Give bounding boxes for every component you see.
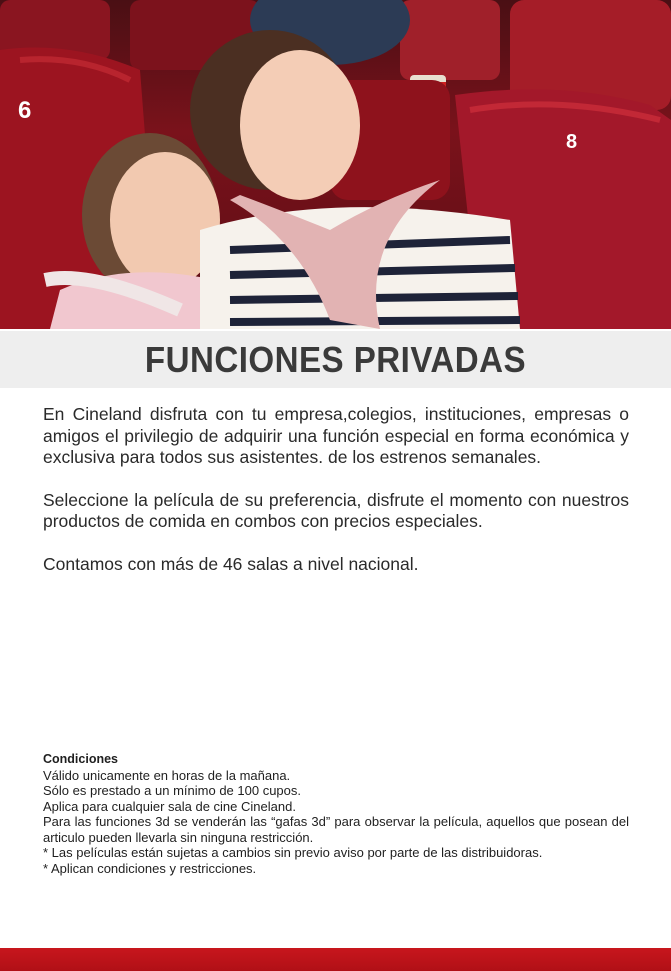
condition-line: * Las películas están sujetas a cambios sin previo aviso por parte de las distribuidoras. [43, 845, 543, 860]
hero-photo [0, 0, 671, 329]
seat-number-6: 6 [18, 97, 32, 124]
condition-line: Aplica para cualquier sala de cine Cineland. [43, 798, 296, 814]
condition-line: Válido unicamente en horas de la mañana. [43, 767, 291, 783]
seat-number-8: 8 [566, 131, 578, 153]
paragraph-theaters: Contamos con más de 46 salas a nivel nacional. [43, 553, 419, 574]
condition-line: Sólo es prestado a un mínimo de 100 cupos. [43, 783, 301, 798]
conditions-heading: Condiciones [43, 752, 119, 766]
condition-line: Para las funciones 3d se venderán las “gafas 3d” para observar la película, aquellos que posean del articulo pueden llevarla sin ninguna restricción. [43, 814, 629, 845]
paragraph-intro: En Cineland disfruta con tu empresa,colegios, instituciones, empresas o amigos el privilegio de adquirir una función especial en forma económica y exclusiva para todos sus asistentes. de los estrenos semanales. [43, 404, 629, 467]
cinema-audience-illustration [0, 0, 671, 329]
page-title: FUNCIONES PRIVADAS [144, 339, 527, 380]
conditions-section [43, 752, 643, 876]
title-band [0, 331, 671, 388]
footer-bar [0, 948, 671, 971]
description [43, 404, 629, 596]
paragraph-selection: Seleccione la película de su preferencia, disfrute el momento con nuestros productos de comida en combos con precios especiales. [43, 489, 629, 531]
condition-line: * Aplican condiciones y restricciones. [43, 860, 257, 876]
